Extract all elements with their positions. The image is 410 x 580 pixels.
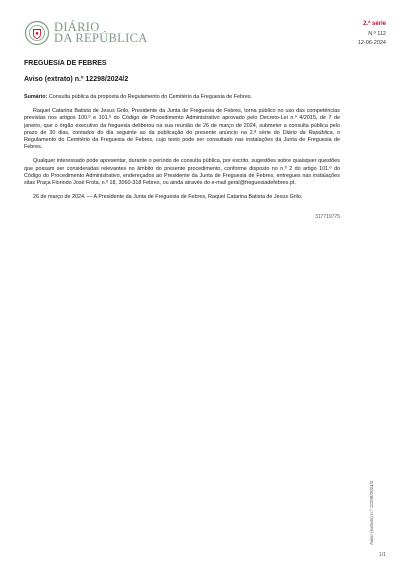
issue-number: N.º 112: [368, 30, 386, 37]
summary-label: Sumário:: [24, 94, 48, 100]
summary-text: Consulta pública da proposta do Regulamento do Cemitério da Freguesia de Febres.: [47, 94, 253, 100]
series-label: 2.ª série: [363, 21, 386, 27]
brand-line-2: DA REPÚBLICA: [54, 31, 148, 45]
paragraph-2: Qualquer interessado pode apresentar, durante o período de consulta pública, por escrito, sugestões sobre quaisquer questões que possam ser consideradas relevantes no âmbito do presente procedimento, conforme disposto no n.º 2 do artigo 101.º do Código do Procedimento Administrativo, endereçados ao Presidente da Junta de Freguesia de Febres, entregues nas instalações sitas Praça Florindo José Frota, n.º 18, 3060-318 Febres, ou ainda através do e-mail geral@freguesiadefebres.pt.: [24, 158, 340, 187]
paragraph-1: [24, 108, 340, 151]
republic-emblem-icon: [24, 20, 50, 46]
issue-date: 12-06-2024: [357, 40, 386, 46]
document-body: [24, 60, 340, 223]
entity-name: FREGUESIA DE FEBRES: [24, 60, 107, 67]
dr-logo: [24, 20, 148, 46]
side-reference: Aviso (extrato) n.º 12298/2024/2: [369, 480, 374, 545]
notice-title: Aviso (extrato) n.º 12298/2024/2: [24, 76, 129, 83]
brand-line-1: DIÁRIO: [54, 20, 100, 34]
paragraph-3: 26 de março de 2024. — A Presidente da Junta de Freguesia de Febres, Raquel Catarina Batista de Jesus Grilo.: [33, 194, 303, 201]
page-number: 1/1: [379, 552, 386, 558]
summary: [24, 94, 340, 101]
paragraph-1-part-a: Raquel Catarina Batista de Jesus Grilo, Presidente da Junta de Freguesia de Febres, torna público no uso das competências previstas nos artigos 100.º e 101.º do Código de Procedimento Administrativo aprovado pelo Decreto-Lei n.º 4/2015, de 7 de janeiro, que o órgão executivo da freguesia deliberou na sua reunião de 26 de março de 2024, submeter a consulta pública pelo prazo de 30 dias, contados do dia seguinte ao da publicação do presente anúncio na 2.ª série do: [24, 108, 340, 136]
document-code: 317719775: [314, 214, 340, 221]
paragraph-1-part-b: , o Regulamento do Cemitério da Freguesia de Febres, cujo texto pode ser consultado nas instalações da Junta de Freguesia de Febres.: [24, 129, 341, 151]
paragraph-1-italic: Diário da República: [282, 129, 333, 136]
document-code-row: [24, 205, 340, 223]
brand-name: [54, 22, 148, 44]
page-header: [24, 20, 386, 50]
issue-meta: [358, 20, 386, 49]
